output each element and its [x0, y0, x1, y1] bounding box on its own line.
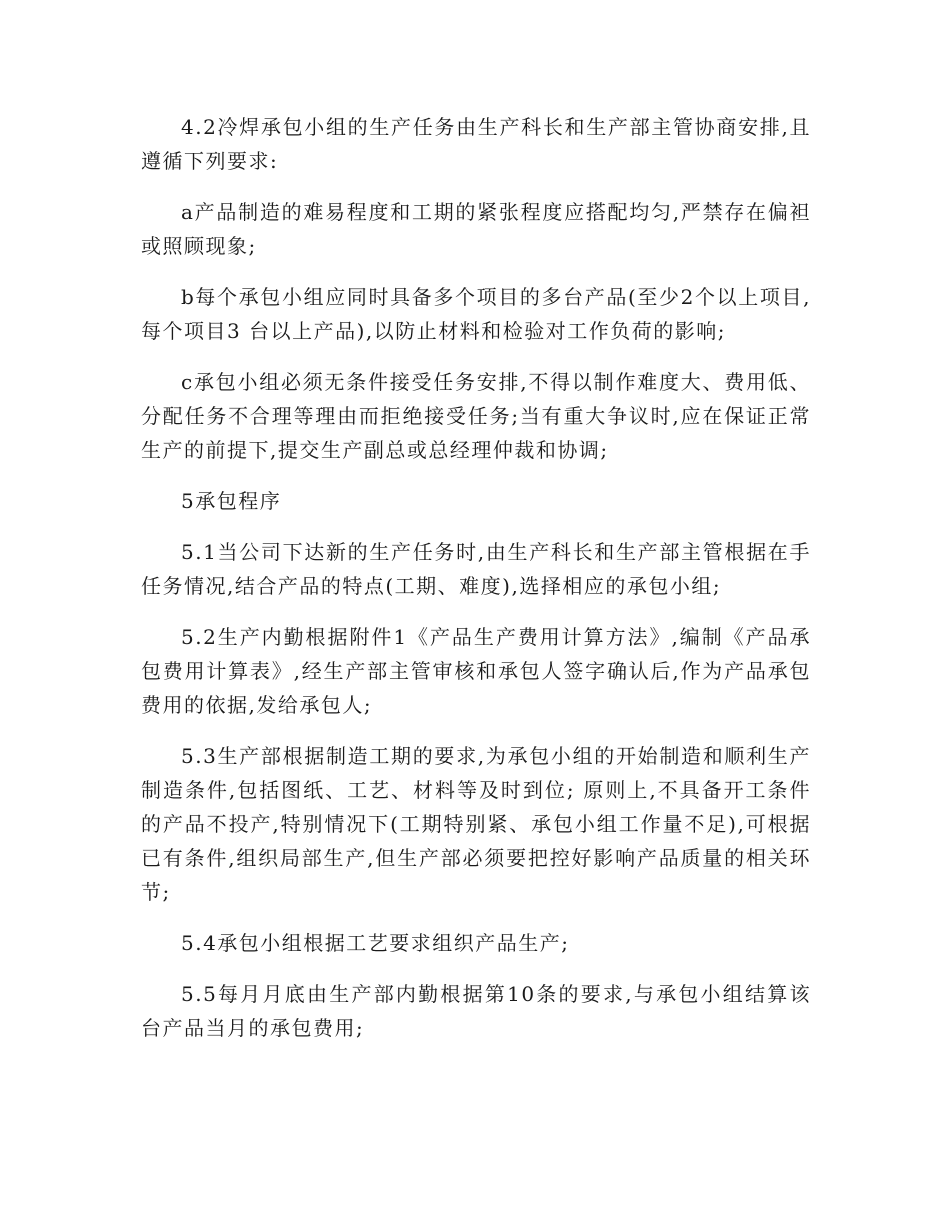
paragraph-4-2: 4.2冷焊承包小组的生产任务由生产科长和生产部主管协商安排,且遵循下列要求: — [141, 115, 811, 173]
document-body — [141, 110, 811, 1062]
paragraph-b: b每个承包小组应同时具备多个项目的多台产品(至少2个以上项目,每个项目3 台以上产品),以防止材料和检验对工作负荷的影响; — [141, 285, 811, 343]
paragraph-c: c承包小组必须无条件接受任务安排,不得以制作难度大、费用低、分配任务不合理等理由而拒绝接受任务;当有重大争议时,应在保证正常生产的前提下,提交生产副总或总经理仲裁和协调; — [141, 370, 811, 462]
paragraph-5-3: 5.3生产部根据制造工期的要求,为承包小组的开始制造和顺利生产制造条件,包括图纸、工艺、材料等及时到位; 原则上,不具备开工条件的产品不投产,特别情况下(工期特别紧、承包小组工作量不足),可根据已有条件,组织局部生产,但生产部必须要把控好影响产品质量的相关环节; — [141, 744, 811, 904]
paragraph-5-4: 5.4承包小组根据工艺要求组织产品生产; — [181, 931, 570, 955]
paragraph-5-1: 5.1当公司下达新的生产任务时,由生产科长和生产部主管根据在手任务情况,结合产品的特点(工期、难度),选择相应的承包小组; — [141, 540, 811, 598]
paragraph-5-5: 5.5每月月底由生产部内勤根据第10条的要求,与承包小组结算该台产品当月的承包费用; — [141, 982, 811, 1040]
section-heading-5: 5承包程序 — [181, 489, 282, 513]
paragraph-5-2: 5.2生产内勤根据附件1《产品生产费用计算方法》,编制《产品承包费用计算表》,经生产部主管审核和承包人签字确认后,作为产品承包费用的依据,发给承包人; — [141, 625, 811, 717]
paragraph-a: a产品制造的难易程度和工期的紧张程度应搭配均匀,严禁存在偏袒或照顾现象; — [141, 200, 811, 258]
